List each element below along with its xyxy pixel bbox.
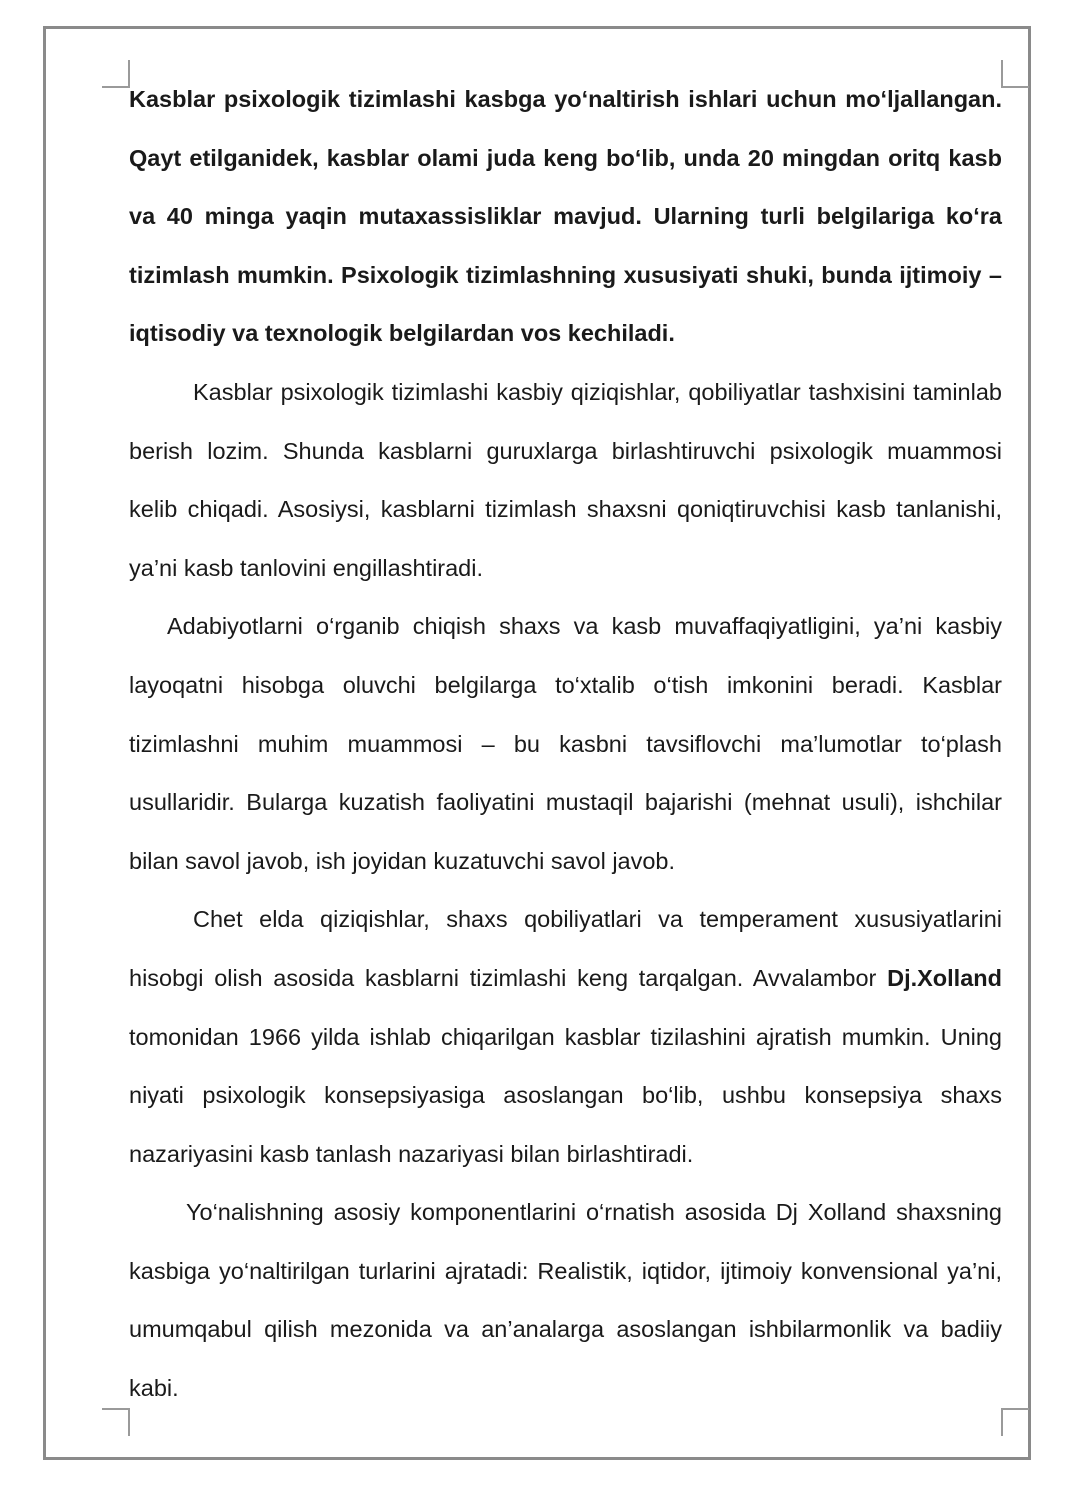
- top-right-margin-marker: [1001, 60, 1029, 88]
- paragraph-literature: Adabiyotlarni o‘rganib chiqish shaxs va kasb muvaffaqiyatligini, ya’ni kasbiy layoqatni hisobga oluvchi belgilarga to‘xtalib o‘tish imkonini beradi. Kasblar tizimlashni muhim muammosi – bu kasbni tavsiflovchi ma’lumotlar to‘plash usullaridir. Bularga kuzatish faoliyatini mustaqil bajarishi (mehnat usuli), ishchilar bilan savol javob, ish joyidan kuzatuvchi savol javob.: [129, 613, 1002, 874]
- paragraph-types: Yo‘nalishning asosiy komponentlarini o‘rnatish asosida Dj Xolland shaxsning kasbiga yo‘naltirilgan turlarini ajratadi: Realistik, iqtidor, ijtimoiy konvensional ya’ni, umumqabul qilish mezonida va an’analarga asoslangan ishbilarmonlik va badiiy kabi.: [129, 1199, 1002, 1402]
- author-name: Dj.Xolland: [887, 964, 1002, 991]
- top-left-margin-marker: [102, 60, 130, 88]
- paragraph-intro: Kasblar psixologik tizimlashi kasbga yo‘naltirish ishlari uchun mo‘ljallangan. Qayt etilganidek, kasblar olami juda keng bo‘lib, unda 20 mingdan oritq kasb va 40 minga yaqin mutaxassisliklar mavjud. Ularning turli belgilariga ko‘ra tizimlash mumkin. Psixologik tizimlashning xususiyati shuki, bunda ijtimoiy – iqtisodiy va texnologik belgilardan vos kechiladi.: [129, 86, 1002, 347]
- paragraph-classification: Kasblar psixologik tizimlashi kasbiy qiziqishlar, qobiliyatlar tashxisini taminlab berish lozim. Shunda kasblarni guruxlarga birlashtiruvchi psixologik muammosi kelib chiqadi. Asosiysi, kasblarni tizimlash shaxsni qoniqtiruvchisi kasb tanlanishi, ya’ni kasb tanlovini engillashtiradi.: [129, 378, 1002, 581]
- bottom-left-margin-marker: [102, 1408, 130, 1436]
- paragraph-holland-text-2: tomonidan 1966 yilda ishlab chiqarilgan kasblar tizilashini ajratish mumkin. Uning niyati psixologik konsepsiyasiga asoslangan bo‘lib, ushbu konsepsiya shaxs nazariyasini kasb tanlash nazariyasi bilan birlashtiradi.: [129, 1023, 1002, 1167]
- paragraph-holland-text-1: Chet elda qiziqishlar, shaxs qobiliyatlari va temperament xususiyatlarini hisobgi olish asosida kasblarni tizimlashi keng tarqalgan. Avvalambor: [129, 906, 1002, 991]
- document-body: [129, 70, 1002, 1418]
- paragraph-holland: [129, 890, 1002, 1183]
- bottom-right-margin-marker: [1001, 1408, 1029, 1436]
